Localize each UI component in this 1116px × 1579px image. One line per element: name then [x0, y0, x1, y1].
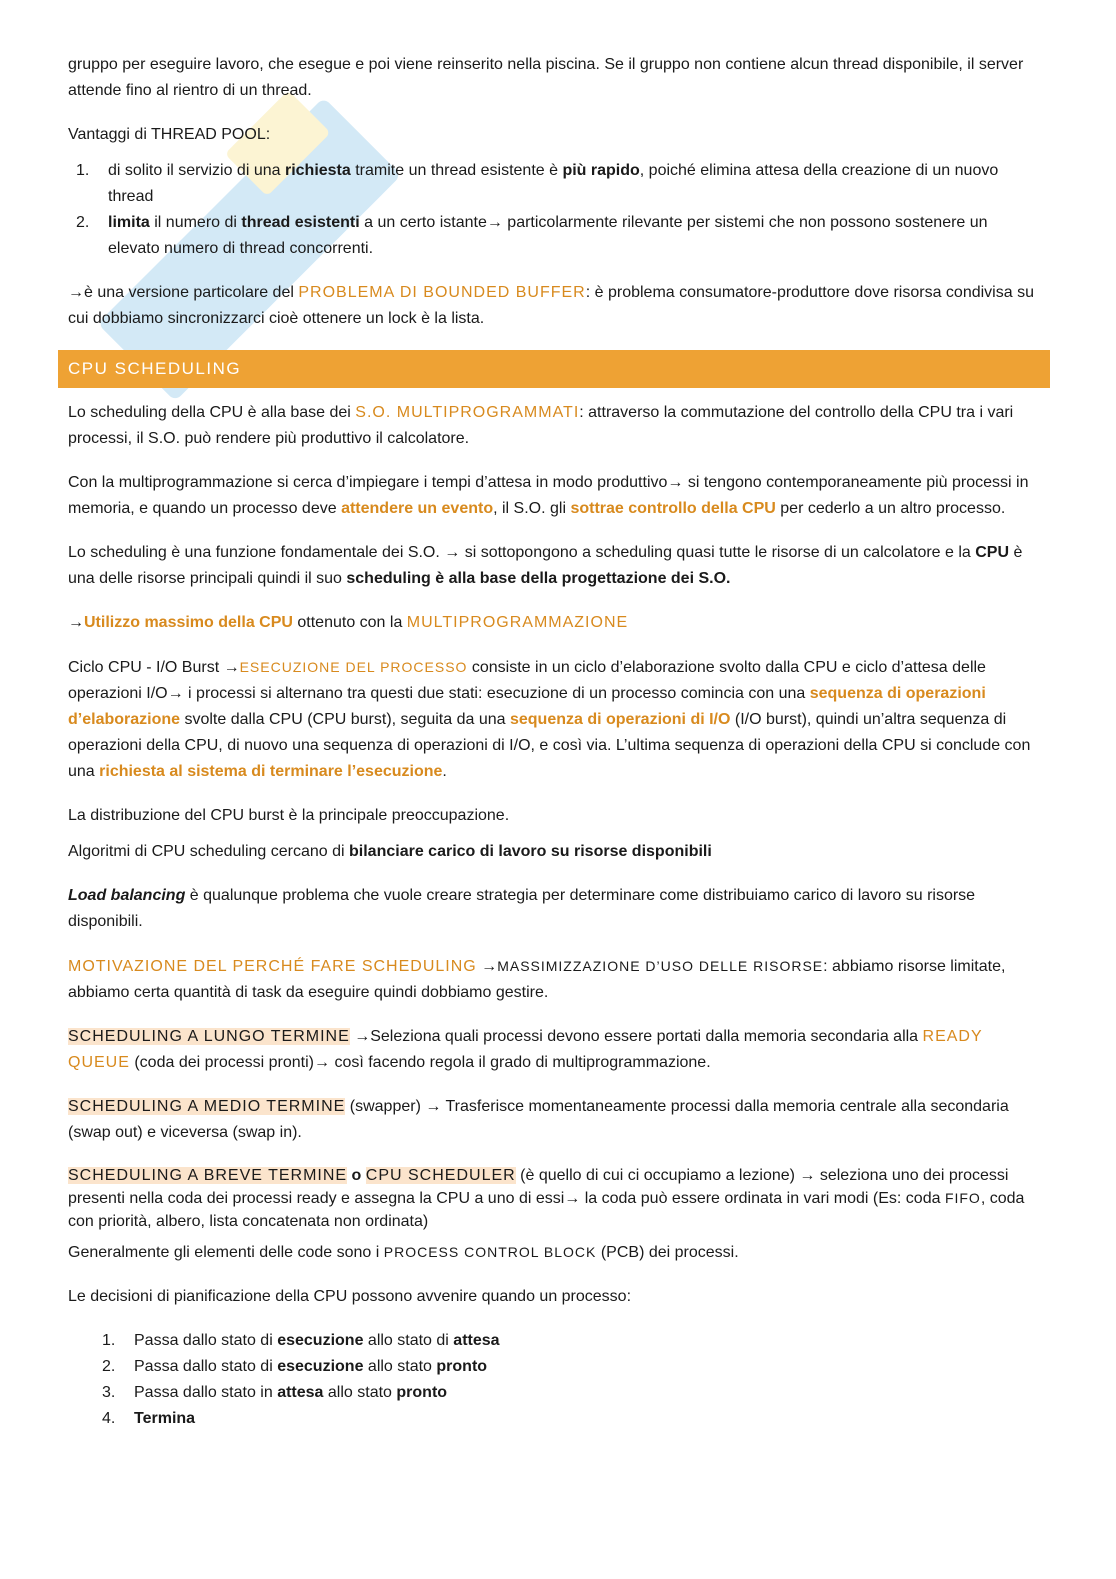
section-banner [58, 350, 1050, 388]
paragraph: SCHEDULING A BREVE TERMINE o CPU SCHEDULER (è quello di cui ci occupiamo a lezione) → seleziona uno dei processi presenti nella coda dei processi ready e assegna la CPU a uno di essi→ la coda può essere ordinata in vari modi (Es: coda FIFO, coda con priorità, albero, lista concatenata non ordinata) [68, 1167, 1025, 1230]
paragraph: Generalmente gli elementi delle code sono i PROCESS CONTROL BLOCK (PCB) dei processi. [68, 1244, 739, 1261]
intro-paragraph: gruppo per eseguire lavoro, che esegue e poi viene reinserito nella piscina. Se il gruppo non contiene alcun thread disponibile, il server attende fino al rientro di un thread. [68, 56, 1024, 99]
paragraph: SCHEDULING A LUNGO TERMINE →Seleziona quali processi devono essere portati dalla memoria secondaria alla READY QUEUE (coda dei processi pronti)→ così facendo regola il grado di multiprogrammazione. [68, 1028, 983, 1071]
paragraph: MOTIVAZIONE DEL PERCHÉ FARE SCHEDULING →MASSIMIZZAZIONE D’USO DELLE RISORSE: abbiamo risorse limitate, abbiamo certa quantità di task da eseguire quindi dobbiamo gestire. [68, 958, 1006, 1001]
paragraph: Con la multiprogrammazione si cerca d’impiegare i tempi d’attesa in modo produttivo→ si tengono contemporaneamente più processi in memoria, e quando un processo deve attendere un evento, il S.O. gli sottrae controllo della CPU per cederlo a un altro processo. [68, 474, 1029, 517]
term-tag: CPU SCHEDULER [365, 1167, 516, 1184]
paragraph: Load balancing è qualunque problema che vuole creare strategia per determinare come distribuiamo carico di lavoro su risorse disponibili. [68, 887, 976, 930]
list-item: 4. Termina [102, 1410, 196, 1427]
paragraph: Lo scheduling della CPU è alla base dei S.O. MULTIPROGRAMMATI: attraverso la commutazione del controllo della CPU tra i vari processi, il S.O. può rendere più produttivo il calcolatore. [68, 404, 1014, 447]
term-tag: SCHEDULING A BREVE TERMINE [68, 1167, 348, 1184]
paragraph: Algoritmi di CPU scheduling cercano di bilanciare carico di lavoro su risorse disponibili [68, 843, 712, 860]
list-item: 2. Passa dallo stato di esecuzione allo stato pronto [102, 1358, 488, 1375]
paragraph: →Utilizzo massimo della CPU ottenuto con la MULTIPROGRAMMAZIONE [68, 614, 629, 631]
term-tag: SCHEDULING A LUNGO TERMINE [68, 1028, 350, 1045]
advantages-title: Vantaggi di THREAD POOL: [68, 126, 271, 143]
paragraph: Le decisioni di pianificazione della CPU possono avvenire quando un processo: [68, 1288, 632, 1305]
decisions-list [68, 1328, 1043, 1432]
list-item: 1. di solito il servizio di una richiesta tramite un thread esistente è più rapido, poiché elimina attesa della creazione di un nuovo thread [76, 162, 999, 205]
section-header-wrapper [68, 350, 1043, 390]
list-item: 1. Passa dallo stato di esecuzione allo stato di attesa [102, 1332, 500, 1349]
list-item: 2. limita il numero di thread esistenti a un certo istante→ particolarmente rilevante per sistemi che non possono sostenere un elevato numero di thread concorrenti. [76, 214, 988, 257]
paragraph: SCHEDULING A MEDIO TERMINE (swapper) → Trasferisce momentaneamente processi dalla memoria centrale alla secondaria (swap out) e viceversa (swap in). [68, 1098, 1009, 1141]
bounded-buffer-paragraph: →è una versione particolare del PROBLEMA DI BOUNDED BUFFER: è problema consumatore-produttore dove risorsa condivisa su cui dobbiamo sincronizzarci cioè ottenere un lock è la lista. [68, 284, 1034, 327]
document-page [68, 52, 1043, 1432]
paragraph: Ciclo CPU - I/O Burst →ESECUZIONE DEL PROCESSO consiste in un ciclo d’elaborazione svolto dalla CPU e ciclo d’attesa delle operazioni I/O→ i processi si alternano tra questi due stati: esecuzione di un processo comincia con una sequenza di operazioni d’elaborazione svolte dalla CPU (CPU burst), seguita da una sequenza di operazioni di I/O (I/O burst), quindi un’altra sequenza di operazioni della CPU, di nuovo una sequenza di operazioni di I/O, e così via. L’ultima sequenza di operazioni della CPU si conclude con una richiesta al sistema di terminare l’esecuzione. [68, 659, 1031, 780]
paragraph: Lo scheduling è una funzione fondamentale dei S.O. → si sottopongono a scheduling quasi tutte le risorse di un calcolatore e la CPU è una delle risorse principali quindi il suo scheduling è alla base della progettazione dei S.O. [68, 544, 1023, 587]
advantages-list [68, 158, 1043, 262]
paragraph: La distribuzione del CPU burst è la principale preoccupazione. [68, 807, 510, 824]
list-item: 3. Passa dallo stato in attesa allo stato pronto [102, 1384, 448, 1401]
section-title: CPU SCHEDULING [68, 359, 242, 378]
term-tag: SCHEDULING A MEDIO TERMINE [68, 1098, 346, 1115]
